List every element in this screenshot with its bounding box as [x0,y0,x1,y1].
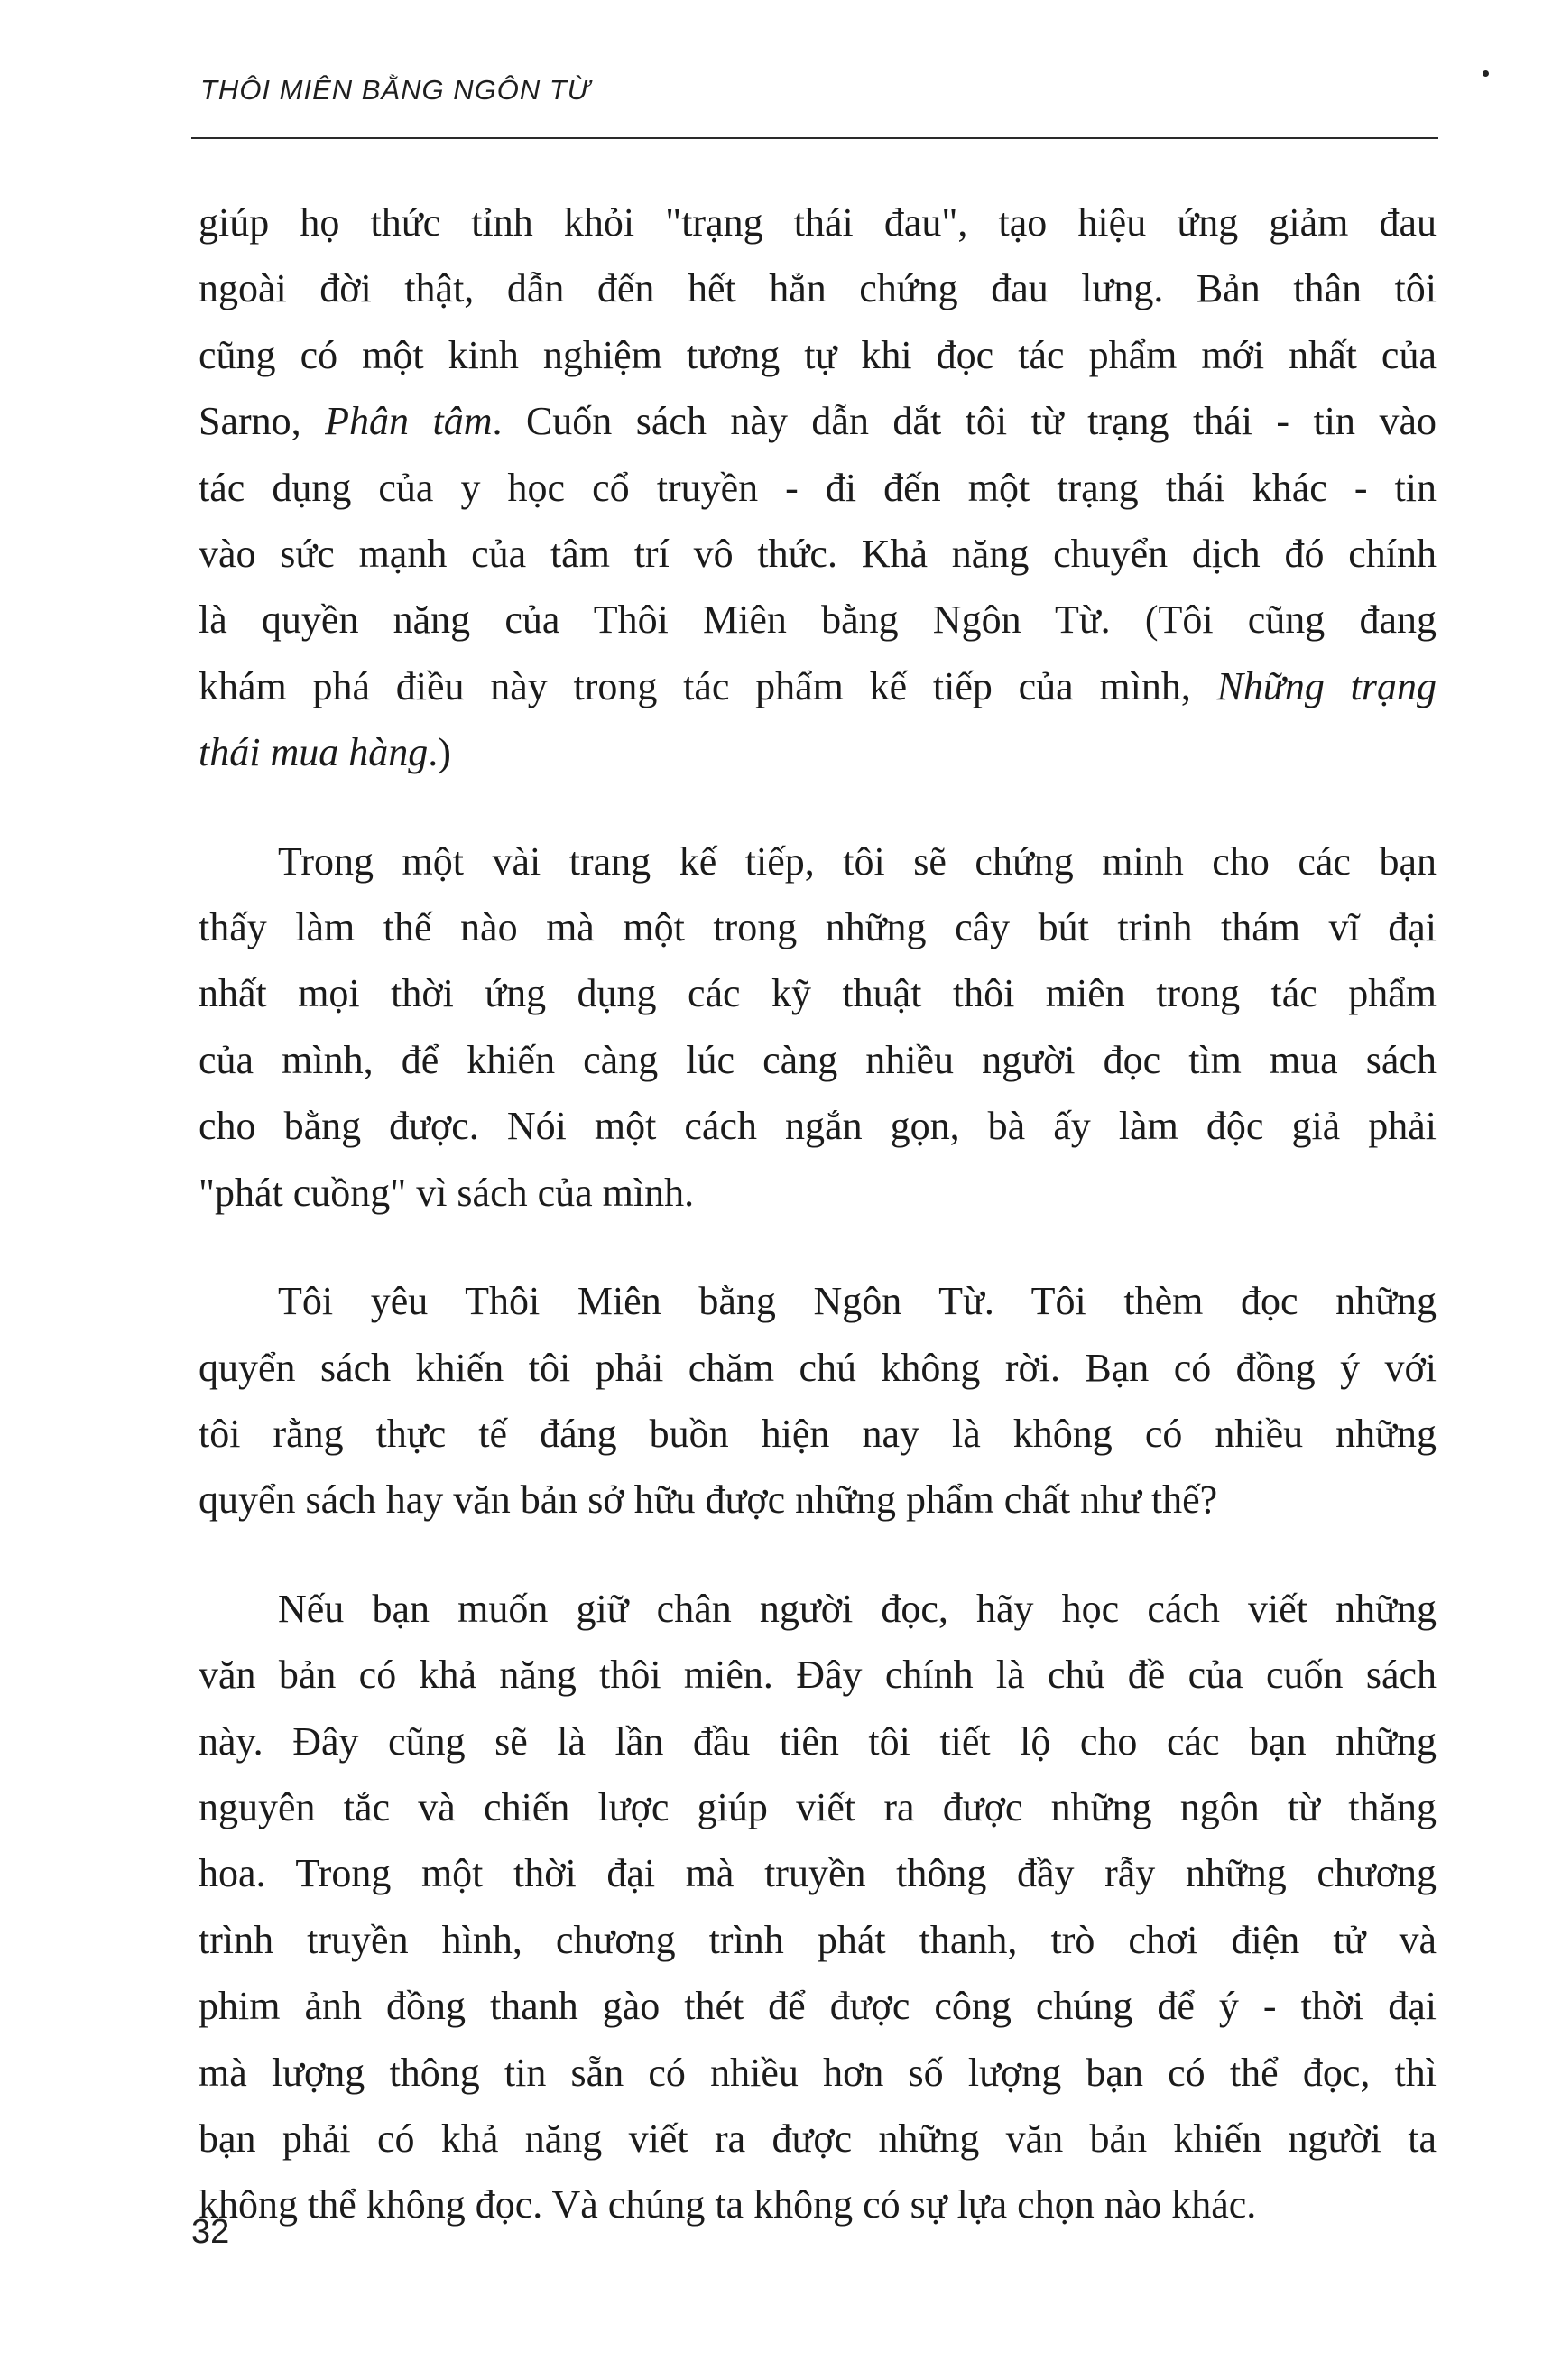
text-line: nhất mọi thời ứng dụng các kỹ thuật thôi miên trong tác phẩm [199,971,1437,1016]
text-line: hoa. Trong một thời đại mà truyền thông đầy rẫy những chương [199,1851,1437,1896]
book-title-phan-tam: Phân tâm [325,399,493,444]
text-line: vào sức mạnh của tâm trí vô thức. Khả năng chuyển dịch đó chính [199,532,1437,577]
page-number: 32 [191,2213,230,2251]
text-line: Nếu bạn muốn giữ chân người đọc, hãy học cách viết những [278,1586,1437,1631]
header-rule [191,137,1438,139]
text-line: phim ảnh đồng thanh gào thét để được công chúng để ý - thời đại [199,1984,1437,2029]
text-line: là quyền năng của Thôi Miên bằng Ngôn Từ. (Tôi cũng đang [199,597,1437,643]
text-fragment: . Cuốn sách này dẫn dắt tôi từ trạng thái - tin vào [492,399,1437,444]
header-dot [1483,70,1489,77]
text-line: này. Đây cũng sẽ là lần đầu tiên tôi tiết lộ cho các bạn những [199,1718,1437,1764]
text-fragment: Sarno, [199,399,326,444]
text-line: quyển sách khiến tôi phải chăm chú không rời. Bạn có đồng ý với [199,1345,1437,1390]
text-line: "phát cuồng" vì sách của mình. [199,1170,695,1215]
text-line: trình truyền hình, chương trình phát thanh, trò chơi điện tử và [199,1917,1437,1962]
text-line: Trong một vài trang kế tiếp, tôi sẽ chứng minh cho các bạn [278,838,1437,884]
text-line-with-title [199,653,1437,719]
text-line: cũng có một kinh nghiệm tương tự khi đọc tác phẩm mới nhất của [199,332,1437,377]
book-title-nhung-trang: Những trạng [1216,663,1437,708]
book-title-thai-mua-hang: thái mua hàng [199,730,429,775]
text-line: nguyên tắc và chiến lược giúp viết ra được những ngôn từ thăng [199,1784,1437,1829]
text-fragment: khám phá điều này trong tác phẩm kế tiếp của mình, [199,663,1217,708]
text-line: ngoài đời thật, dẫn đến hết hẳn chứng đau lưng. Bản thân tôi [199,266,1437,311]
paragraph-2 [199,829,1437,1226]
text-line: của mình, để khiến càng lúc càng nhiều người đọc tìm mua sách [199,1037,1437,1082]
text-fragment: .) [428,730,451,775]
text-line: tôi rằng thực tế đáng buồn hiện nay là không có nhiều những [199,1411,1437,1456]
text-line: cho bằng được. Nói một cách ngắn gọn, bà ấy làm độc giả phải [199,1104,1437,1149]
paragraph-4 [199,1576,1437,2238]
text-line: không thể không đọc. Và chúng ta không có sự lựa chọn nào khác. [199,2182,1257,2227]
text-line: Tôi yêu Thôi Miên bằng Ngôn Từ. Tôi thèm đọc những [278,1279,1437,1324]
text-line: văn bản có khả năng thôi miên. Đây chính là chủ đề của cuốn sách [199,1653,1437,1698]
text-line: tác dụng của y học cổ truyền - đi đến một trạng thái khác - tin [199,465,1437,510]
text-line-with-title [199,719,1437,785]
text-line: mà lượng thông tin sẵn có nhiều hơn số lượng bạn có thể đọc, thì [199,2050,1437,2095]
text-line-with-title [199,388,1437,454]
paragraph-3 [199,1268,1437,1533]
text-line: bạn phải có khả năng viết ra được những văn bản khiến người ta [199,2116,1437,2161]
text-line: thấy làm thế nào mà một trong những cây bút trinh thám vĩ đại [199,905,1437,950]
text-line: quyển sách hay văn bản sở hữu được những phẩm chất như thế? [199,1477,1218,1523]
body-text [199,190,1437,2238]
running-header: THÔI MIÊN BẰNG NGÔN TỪ [200,74,591,106]
text-line: giúp họ thức tỉnh khỏi "trạng thái đau", tạo hiệu ứng giảm đau [199,200,1437,245]
paragraph-1 [199,190,1437,786]
